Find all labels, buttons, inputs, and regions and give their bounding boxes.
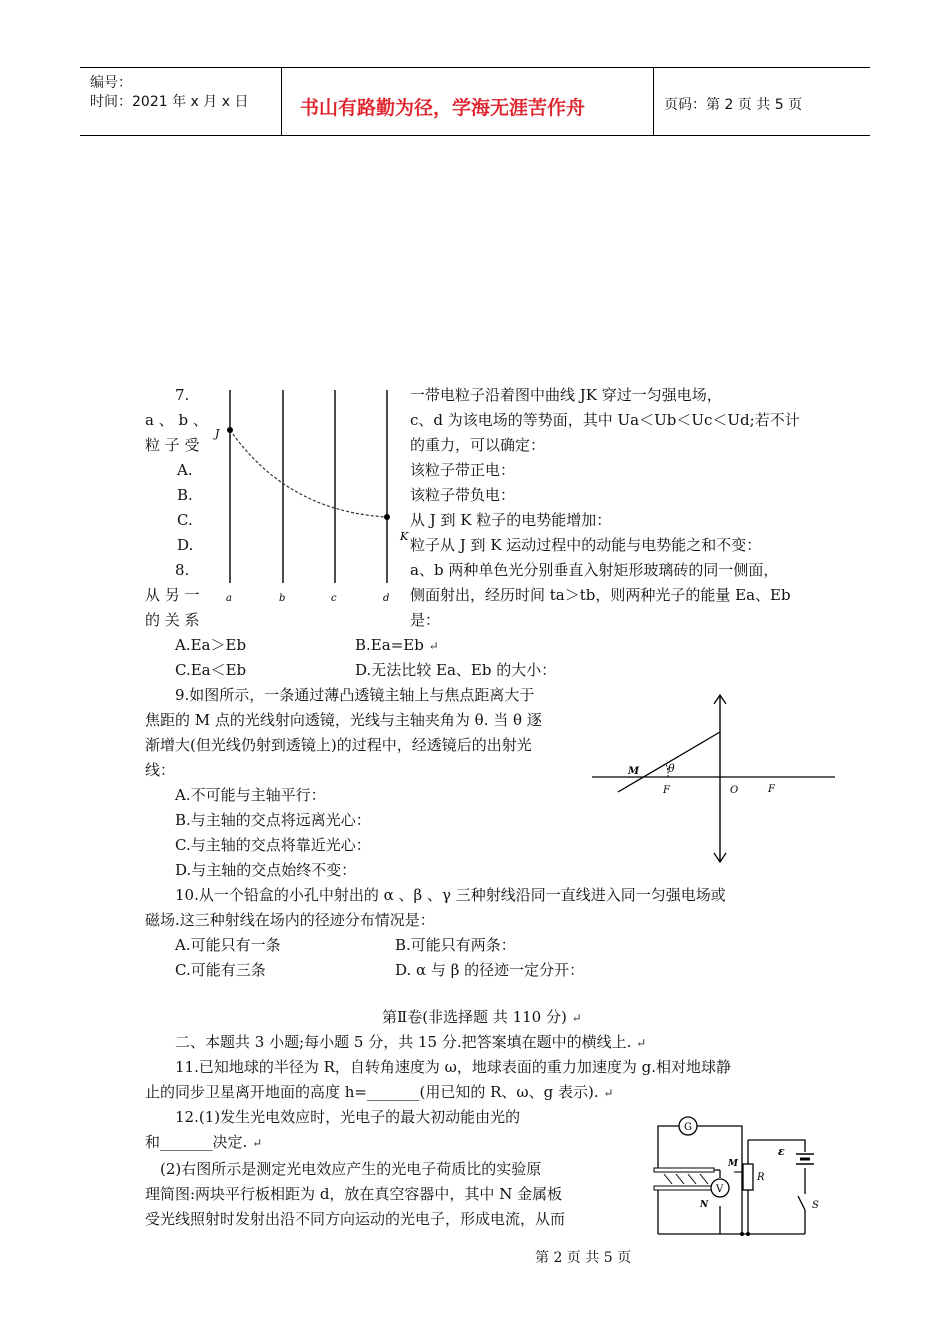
q9-option-a: A.不可能与主轴平行： [175,786,326,804]
junction-dot [740,1232,744,1236]
header-top-rule [80,67,870,68]
header-divider-left [281,67,282,136]
label-a: a [226,593,232,604]
label-s: S [812,1200,819,1211]
trajectory-curve [230,430,387,517]
q7-left-line3: 粒 子 受 [145,436,200,454]
q9-line3: 渐增大(但光线仍射到透镜上)的过程中，经透镜后的出射光 [145,736,532,754]
paragraph-mark-icon: ↵ [636,1036,647,1050]
paragraph-mark-icon: ↵ [571,1011,582,1025]
label-o: O [730,785,739,796]
q8-option-a-text: Ea＞Eb [190,636,247,654]
junction-dot [746,1232,750,1236]
label-f-right: F [768,784,775,795]
q8-option-b-text: Ea=Eb [370,636,424,654]
q8-option-a-label: A. [175,636,191,654]
q10-option-c: C.可能有三条 [175,961,266,979]
q8-stem-line1: a、b 两种单色光分别垂直入射矩形玻璃砖的同一侧面， [410,561,779,579]
wire-battery-top [748,1140,805,1152]
q11-line2: 止的同步卫星离开地面的高度 h=_______(用已知的 R、ω、g 表示). [145,1083,599,1101]
wire-top-left [658,1126,679,1170]
q8-stem-line2: 侧面射出，经历时间 ta＞tb，则两种光子的能量 Ea、Eb [410,586,791,604]
q8-option-c-text: Ea＜Eb [190,661,247,679]
q8-left-line2: 从 另 一 [145,586,200,604]
paragraph-mark-icon: ↵ [252,1136,263,1150]
q8-number: 8. [175,561,190,579]
q8-left-line3: 的 关 系 [145,611,200,629]
q9-option-c: C.与主轴的交点将靠近光心： [175,836,371,854]
label-m: M [628,766,640,777]
q7-option-c-text: 从 J 到 K 粒子的电势能增加： [410,511,612,529]
date-label: 时间：2021 年 x 月 x 日 [90,94,249,110]
q7-stem-line2: c、d 为该电场的等势面，其中 Ua＜Ub＜Uc＜Ud;若不计 [410,411,800,429]
part-2-title-row [382,1005,582,1031]
q10-line2: 磁场.这三种射线在场内的径迹分布情况是： [145,911,435,929]
q8-option-d-text: 无法比较 Ea、Eb 的大小： [371,661,557,679]
page-number-label: 页码：第 2 页 共 5 页 [664,97,803,113]
q12-line2-row [145,1130,262,1156]
q7-option-b-text: 该粒子带负电： [410,486,516,504]
label-g: G [684,1122,692,1133]
q7-left-line2: a 、 b 、 [145,411,208,429]
paragraph-mark-icon: ↵ [603,1086,614,1100]
motto: 书山有路勤为径，学海无涯苦作舟 [300,97,586,119]
label-c: c [331,593,337,604]
plate-n [654,1186,714,1190]
q8-option-b-label: B. [355,636,371,654]
q9-line1: 9.如图所示，一条通过薄凸透镜主轴上与焦点距离大于 [175,686,535,704]
light-ray [688,1174,696,1184]
q7-option-b-label: B. [177,486,193,504]
q7-number: 7. [175,386,190,404]
q7-stem-line3: 的重力，可以确定： [410,436,546,454]
q12-line4: 理简图:两块平行板相距为 d，放在真空容器中，其中 N 金属板 [145,1185,563,1203]
part-2-intro: 二、本题共 3 小题;每小题 5 分，共 15 分.把答案填在题中的横线上. [175,1033,632,1051]
plate-m [654,1168,714,1172]
q9-option-b: B.与主轴的交点将远离光心： [175,811,371,829]
q10-line1: 10.从一个铅盒的小孔中射出的 α 、β 、γ 三种射线沿同一直线进入同一匀强电场或 [175,886,726,904]
q9-line2: 焦距的 M 点的光线射向透镜，光线与主轴夹角为 θ. 当 θ 逐 [145,711,542,729]
part-2-intro-row [175,1030,646,1056]
part-2-title: 第Ⅱ卷(非选择题 共 110 分) [382,1008,567,1026]
q12-line5: 受光线照射时发射出沿不同方向运动的光电子，形成电流，从而 [145,1210,566,1228]
label-b: b [279,593,286,604]
label-f-left: F [663,785,670,796]
q7-option-c-label: C. [177,511,193,529]
q9-line4: 线： [145,761,176,779]
equipotential-figure [195,385,409,610]
q8-stem-line3: 是： [410,611,441,629]
q11-line2-row [145,1080,613,1106]
label-r: R [757,1172,765,1183]
q11-line1: 11.已知地球的半径为 R，自转角速度为 ω，地球表面的重力加速度为 g.相对地球静 [175,1058,732,1076]
q8-option-d-label: D. [355,661,372,679]
q8-option-b [355,633,439,659]
lens-figure [590,692,840,867]
label-d: d [383,593,390,604]
q12-line3: (2)右图所示是测定光电效应产生的光电子荷质比的实验原 [160,1160,542,1178]
q12-line2: 和_______决定. [145,1133,248,1151]
label-v: V [716,1184,724,1195]
light-ray [700,1174,708,1184]
header-bottom-rule [80,135,870,136]
q12-line1: 12.(1)发生光电效应时，光电子的最大初动能由光的 [175,1108,521,1126]
switch-blade [798,1196,805,1210]
light-ray [676,1174,684,1184]
q10-option-d: D. α 与 β 的径迹一定分开： [395,961,585,979]
header-divider-right [653,67,654,136]
q9-option-d: D.与主轴的交点始终不变： [175,861,357,879]
label-m: M [728,1159,738,1169]
point-j [227,427,233,433]
q7-option-d-text: 粒子从 J 到 K 运动过程中的动能与电势能之和不变： [410,536,762,554]
q10-option-a: A.可能只有一条 [175,936,281,954]
label-e: ε [778,1145,785,1158]
code-label: 编号： [90,75,132,91]
q7-option-a-label: A. [177,461,193,479]
q8-option-a [175,633,246,658]
q7-option-d-label: D. [177,536,194,554]
q8-option-c [175,658,246,683]
q8-option-c-label: C. [175,661,191,679]
paragraph-mark-icon: ↵ [428,639,439,653]
q8-option-d [355,658,556,683]
light-ray [664,1174,672,1184]
circuit-figure [650,1110,840,1242]
label-theta: θ [668,762,675,775]
label-n: N [700,1200,709,1210]
point-k [384,514,390,520]
q10-option-b: B.可能只有两条： [395,936,516,954]
q7-stem-line1: 一带电粒子沿着图中曲线 JK 穿过一匀强电场， [410,386,722,404]
q7-option-a-text: 该粒子带正电： [410,461,516,479]
page-footer: 第 2 页 共 5 页 [535,1250,632,1266]
label-k: K [400,530,409,543]
rheostat [743,1164,753,1190]
label-j: J [215,427,220,440]
